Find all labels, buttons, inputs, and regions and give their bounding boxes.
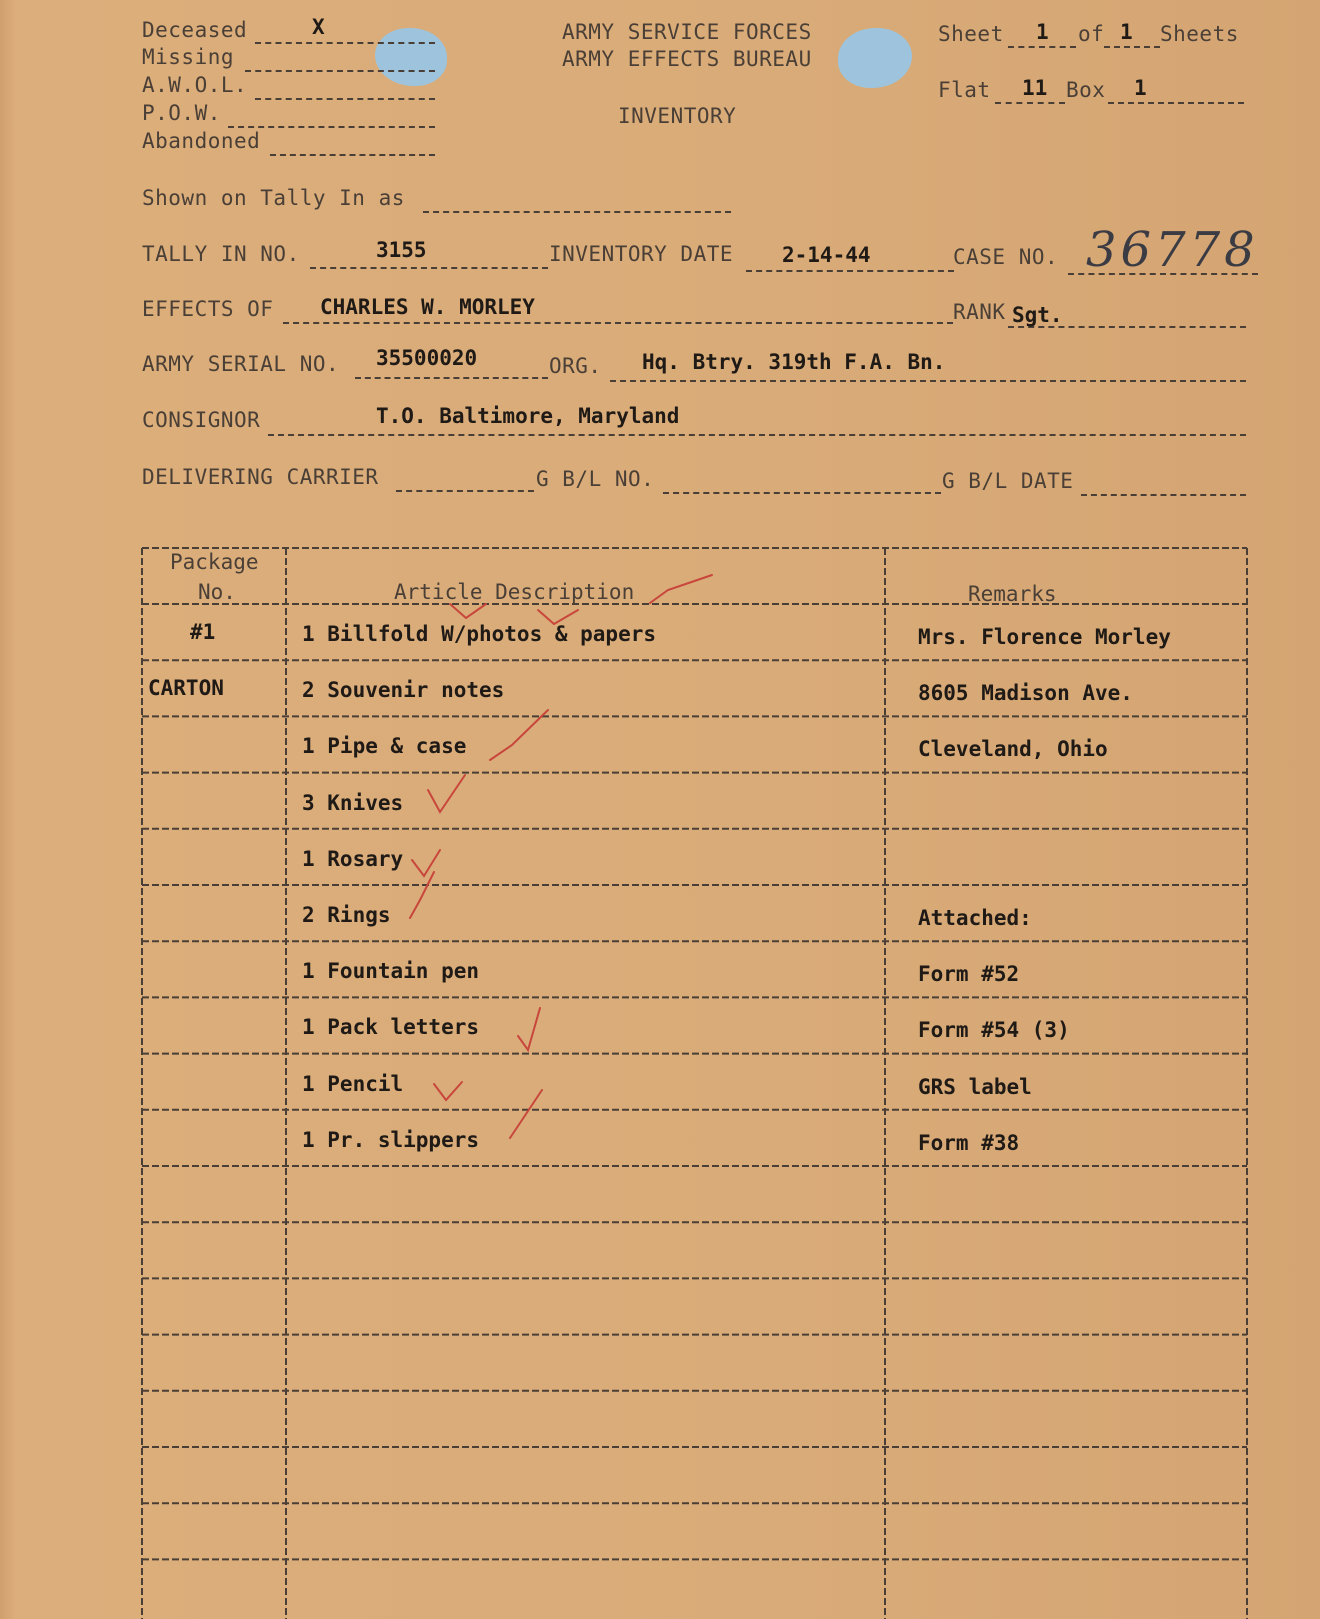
case-no-label: CASE NO. xyxy=(953,245,1059,269)
rank-value: Sgt. xyxy=(1012,303,1063,327)
tally-in-line xyxy=(310,267,548,269)
description-cell: 2 Rings xyxy=(302,903,391,927)
red-check-mark xyxy=(518,1008,540,1050)
form-title: INVENTORY xyxy=(618,104,737,128)
gbl-no-label: G B/L NO. xyxy=(536,467,655,491)
package-header-line1: Package xyxy=(170,550,259,574)
gbl-date-label: G B/L DATE xyxy=(942,469,1074,493)
description-cell: 1 Billfold W/photos & papers xyxy=(302,622,657,646)
effects-of-line xyxy=(283,322,953,324)
abandoned-line xyxy=(270,154,435,156)
pow-line xyxy=(228,126,435,128)
sheet-line xyxy=(1008,46,1076,48)
awol-label: A.W.O.L. xyxy=(142,73,248,97)
header-line1: ARMY SERVICE FORCES xyxy=(562,20,812,44)
punch-hole-left xyxy=(375,28,447,86)
remarks-cell: Form #54 (3) xyxy=(918,1018,1070,1043)
rank-label: RANK xyxy=(953,300,1006,324)
inventory-date-label: INVENTORY DATE xyxy=(549,242,734,266)
box-line xyxy=(1108,102,1244,104)
description-header: Article Description xyxy=(394,580,635,604)
description-cell: 1 Pipe & case xyxy=(302,734,467,759)
remarks-cell: Mrs. Florence Morley xyxy=(918,625,1171,649)
deceased-value: X xyxy=(312,15,325,39)
gbl-no-line xyxy=(663,492,941,494)
header-line2: ARMY EFFECTS BUREAU xyxy=(562,47,812,71)
of-value: 1 xyxy=(1120,20,1133,44)
red-check-mark xyxy=(410,872,434,918)
inventory-date-value: 2-14-44 xyxy=(782,243,871,267)
deceased-label: Deceased xyxy=(142,18,248,42)
red-check-mark xyxy=(412,850,440,876)
red-check-mark xyxy=(428,775,465,812)
remarks-cell: GRS label xyxy=(918,1074,1032,1099)
description-cell: 1 Pr. slippers xyxy=(302,1127,480,1152)
red-check-mark xyxy=(450,604,486,618)
abandoned-label: Abandoned xyxy=(142,129,261,153)
missing-label: Missing xyxy=(142,45,235,69)
red-check-mark xyxy=(510,1090,542,1138)
red-check-mark xyxy=(434,1082,462,1100)
effects-of-label: EFFECTS OF xyxy=(142,297,274,321)
description-cell: 2 Souvenir notes xyxy=(302,678,505,703)
description-cell: 1 Rosary xyxy=(302,846,404,871)
package-header-line2: No. xyxy=(198,580,236,604)
flat-value: 11 xyxy=(1022,76,1048,100)
remarks-cell: Attached: xyxy=(918,906,1032,930)
description-cell: 1 Pack letters xyxy=(302,1015,480,1040)
of-line xyxy=(1104,46,1160,48)
effects-of-value: CHARLES W. MORLEY xyxy=(320,295,535,319)
flat-label: Flat xyxy=(938,78,991,102)
remarks-cell: Form #38 xyxy=(918,1130,1020,1155)
description-cell: 3 Knives xyxy=(302,790,404,815)
box-value: 1 xyxy=(1134,76,1147,100)
red-check-mark xyxy=(650,575,712,603)
deceased-line xyxy=(255,42,435,44)
remarks-header: Remarks xyxy=(968,582,1057,606)
sheets-label: Sheets xyxy=(1160,22,1239,46)
tally-in-value: 3155 xyxy=(376,238,427,262)
awol-line xyxy=(255,98,435,100)
consignor-label: CONSIGNOR xyxy=(142,408,261,432)
inventory-date-line xyxy=(746,270,954,272)
org-line xyxy=(610,380,1246,382)
serial-label: ARMY SERIAL NO. xyxy=(142,352,340,376)
missing-line xyxy=(245,70,435,72)
punch-hole-right xyxy=(838,28,912,88)
remarks-cell: Form #52 xyxy=(918,962,1020,987)
sheet-label: Sheet xyxy=(938,22,1004,46)
sheet-value: 1 xyxy=(1036,20,1049,44)
remarks-cell: 8605 Madison Ave. xyxy=(918,681,1133,706)
org-value: Hq. Btry. 319th F.A. Bn. xyxy=(642,350,946,374)
box-label: Box xyxy=(1066,78,1106,102)
serial-value: 35500020 xyxy=(376,346,478,370)
description-cell: 1 Fountain pen xyxy=(302,959,480,984)
shown-on-tally-line xyxy=(423,211,731,213)
pow-label: P.O.W. xyxy=(142,101,221,125)
carrier-label: DELIVERING CARRIER xyxy=(142,465,379,489)
shown-on-tally-label: Shown on Tally In as xyxy=(142,186,405,210)
org-label: ORG. xyxy=(549,354,602,378)
tally-in-label: TALLY IN NO. xyxy=(142,242,300,266)
remarks-cell: Cleveland, Ohio xyxy=(918,737,1108,762)
red-check-mark xyxy=(490,710,548,760)
case-no-value: 36778 xyxy=(1086,222,1259,278)
serial-line xyxy=(355,377,548,379)
consignor-line xyxy=(268,434,1246,436)
package-cell: #1 xyxy=(190,620,216,644)
consignor-value: T.O. Baltimore, Maryland xyxy=(376,404,680,428)
package-cell: CARTON xyxy=(148,676,224,701)
carrier-line xyxy=(396,490,534,492)
flat-line xyxy=(995,102,1065,104)
gbl-date-line xyxy=(1081,494,1246,496)
of-label: of xyxy=(1078,22,1105,46)
description-cell: 1 Pencil xyxy=(302,1071,404,1096)
